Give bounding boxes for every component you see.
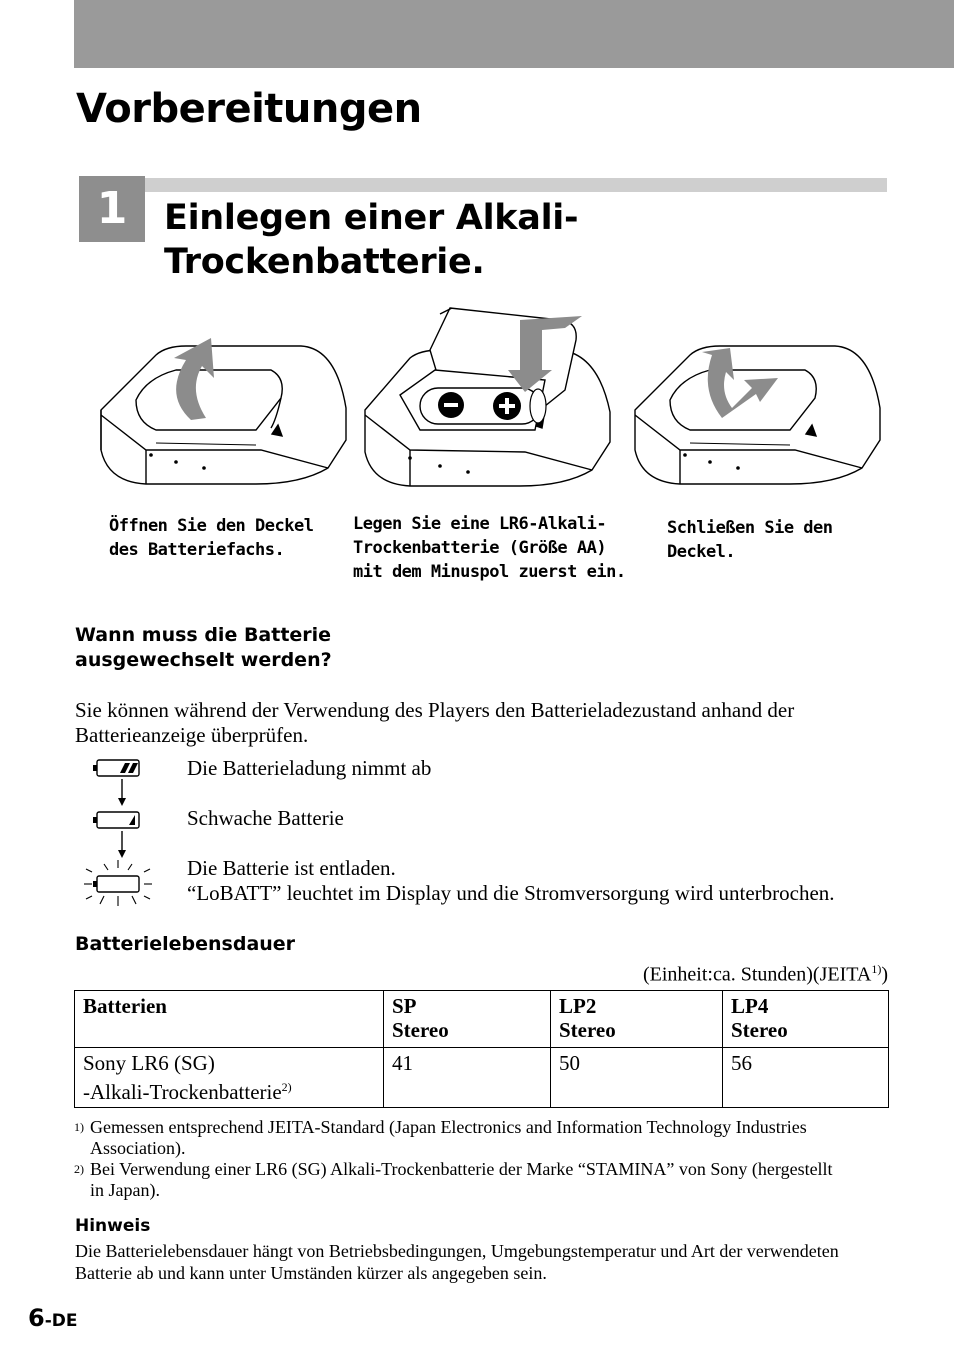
- unit-text: (Einheit:ca. Stunden)(JEITA: [642, 963, 872, 986]
- close-lid-illustration: [630, 300, 885, 505]
- footnote-mark: 1): [74, 1120, 84, 1134]
- footnote-mark: 2): [74, 1162, 84, 1176]
- header-text: Stereo: [731, 1018, 788, 1042]
- caption-close-lid: [667, 516, 833, 564]
- header-text: Stereo: [559, 1018, 616, 1042]
- footnote-1: [74, 1117, 889, 1159]
- header-sp: [384, 991, 551, 1048]
- caption-line: Deckel.: [667, 542, 736, 562]
- footnote-text: Gemessen entsprechend JEITA-Standard (Japan Electronics and Information Technology Industries Association).: [90, 1117, 807, 1158]
- intro-line: Sie können während der Verwendung des Players den Batterieladezustand anhand der: [75, 698, 795, 722]
- unit-close: ): [881, 963, 888, 986]
- heading-line: ausgewechselt werden?: [75, 649, 332, 671]
- header-battery: [75, 991, 384, 1048]
- caption-line: Öffnen Sie den Deckel: [109, 516, 314, 536]
- header-lp4: [723, 991, 889, 1048]
- step-title-line1: Einlegen einer Alkali-: [164, 198, 579, 238]
- caption-line: Trockenbatterie (Größe AA): [353, 538, 607, 558]
- state-weak: Schwache Batterie: [187, 806, 344, 830]
- insert-battery-illustration: [360, 300, 620, 505]
- cell-battery: [75, 1048, 384, 1108]
- header-text: LP4: [731, 994, 769, 1018]
- battery-life-table: [74, 990, 889, 1108]
- state-empty: [187, 856, 927, 906]
- footnote-text: Bei Verwendung einer LR6 (SG) Alkali-Trockenbatterie der Marke “STAMINA” von Sony (hergestellt in Japan).: [90, 1159, 833, 1200]
- step-title-line2: Trockenbatterie.: [164, 242, 485, 282]
- table-row: [75, 1048, 889, 1108]
- heading-line: Wann muss die Batterie: [75, 624, 332, 646]
- caption-insert-battery: [353, 512, 626, 584]
- state-decreasing: Die Batterieladung nimmt ab: [187, 756, 432, 780]
- caption-line: Schließen Sie den: [667, 518, 833, 538]
- replace-intro: [75, 698, 905, 748]
- header-text: Batterien: [83, 994, 167, 1018]
- battery-half-icon: [93, 760, 139, 776]
- note-heading: Hinweis: [75, 1216, 151, 1236]
- intro-line: Batterieanzeige überprüfen.: [75, 723, 309, 747]
- battery-indicator-diagram: [84, 756, 154, 912]
- page-suffix: -DE: [44, 1311, 78, 1331]
- unit-mark: 1): [871, 962, 882, 976]
- caption-line: des Batteriefachs.: [109, 540, 285, 560]
- step-title: [164, 196, 578, 284]
- caption-open-lid: [109, 514, 313, 562]
- step-number: 1: [79, 176, 145, 242]
- header-bar: [74, 0, 954, 68]
- cell-lp2: 50: [551, 1048, 723, 1108]
- page-title: Vorbereitungen: [76, 86, 422, 132]
- page-number: [28, 1304, 77, 1332]
- header-text: Stereo: [392, 1018, 449, 1042]
- battery-low-icon: [93, 812, 139, 828]
- cell-text: -Alkali-Trockenbatterie: [83, 1080, 282, 1104]
- battery-empty-blinking-icon: [84, 860, 152, 906]
- table-unit: [643, 962, 888, 987]
- header-text: SP: [392, 994, 417, 1018]
- replace-heading: [75, 623, 332, 673]
- note-text: Die Batterielebensdauer hängt von Betriebsbedingungen, Umgebungstemperatur und Art der verwendeten Batterie ab und kann unter Umständen kürzer als angegeben sein.: [75, 1241, 839, 1283]
- page-number-value: 6: [28, 1304, 45, 1332]
- footnote-2: [74, 1159, 834, 1201]
- caption-line: Legen Sie eine LR6-Alkali-: [353, 514, 607, 534]
- life-heading: Batterielebensdauer: [75, 933, 296, 955]
- footnote-mark: 2): [281, 1080, 292, 1094]
- table-header-row: [75, 991, 889, 1048]
- open-lid-illustration: [96, 300, 351, 505]
- cell-sp: 41: [384, 1048, 551, 1108]
- caption-line: mit dem Minuspol zuerst ein.: [353, 562, 626, 582]
- step-bar: [145, 178, 887, 192]
- header-text: LP2: [559, 994, 597, 1018]
- header-lp2: [551, 991, 723, 1048]
- state-line: “LoBATT” leuchtet im Display und die Stromversorgung wird unterbrochen.: [187, 881, 835, 905]
- cell-text: Sony LR6 (SG): [83, 1051, 215, 1075]
- cell-lp4: 56: [723, 1048, 889, 1108]
- state-line: Die Batterie ist entladen.: [187, 856, 396, 880]
